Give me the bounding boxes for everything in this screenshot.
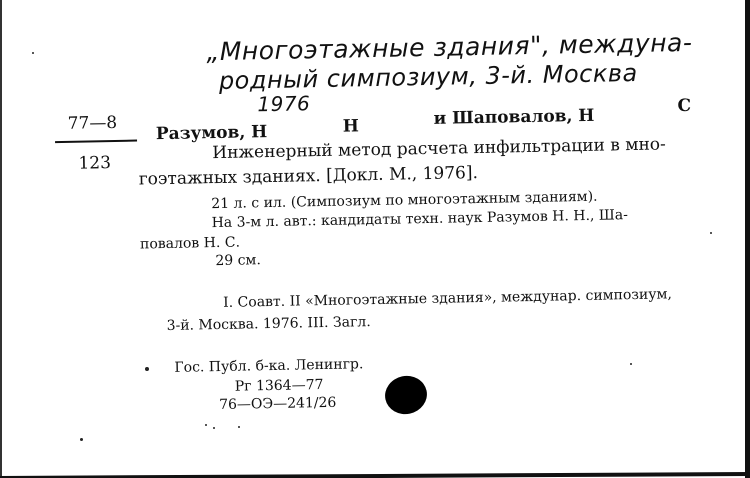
- speck: [205, 424, 207, 426]
- note-line-2: повалов Н. С.: [139, 234, 241, 253]
- speck: [145, 367, 149, 371]
- coauthor-initial-gap: С: [677, 95, 692, 117]
- author-main: Разумов, Н: [155, 122, 268, 145]
- speck: [32, 52, 34, 54]
- library-code-1: Рг 1364—77: [234, 377, 324, 395]
- library-name: Гос. Публ. б-ка. Ленингр.: [174, 356, 364, 376]
- handwritten-note-line-3: 1976: [257, 91, 311, 117]
- tracing-line-1: I. Соавт. II «Многоэтажные здания», междунар. симпозиум,: [223, 286, 673, 311]
- author-initial-gap: Н: [342, 116, 360, 137]
- handwritten-note-line-2: родный симпозиум, 3-й. Москва: [218, 58, 638, 95]
- note-line-1: На 3-м л. авт.: кандидаты техн. наук Разумов Н. Н., Ша-: [211, 207, 629, 232]
- speck: [238, 426, 240, 428]
- title-line-1: Инженерный метод расчета инфильтрации в мно-: [212, 134, 667, 164]
- coauthor: и Шаповалов, Н: [433, 105, 595, 129]
- call-number-rule: [55, 140, 137, 144]
- speck: [710, 232, 712, 234]
- library-code-2: 76—ОЭ—241/26: [218, 394, 337, 414]
- size-line: 29 см.: [215, 252, 261, 270]
- handwritten-note-line-1: „Многоэтажные здания", междуна-: [206, 27, 693, 67]
- speck: [213, 427, 215, 429]
- collation-line: 21 л. с ил. (Симпозиум по многоэтажным зданиям).: [211, 188, 598, 213]
- speck: [630, 363, 632, 365]
- title-line-2: гоэтажных зданиях. [Докл. М., 1976].: [138, 163, 479, 190]
- call-number-bottom: 123: [78, 153, 112, 174]
- speck: [80, 438, 83, 441]
- tracing-line-2: 3-й. Москва. 1976. III. Загл.: [166, 314, 371, 335]
- call-number-top: 77—8: [67, 112, 118, 134]
